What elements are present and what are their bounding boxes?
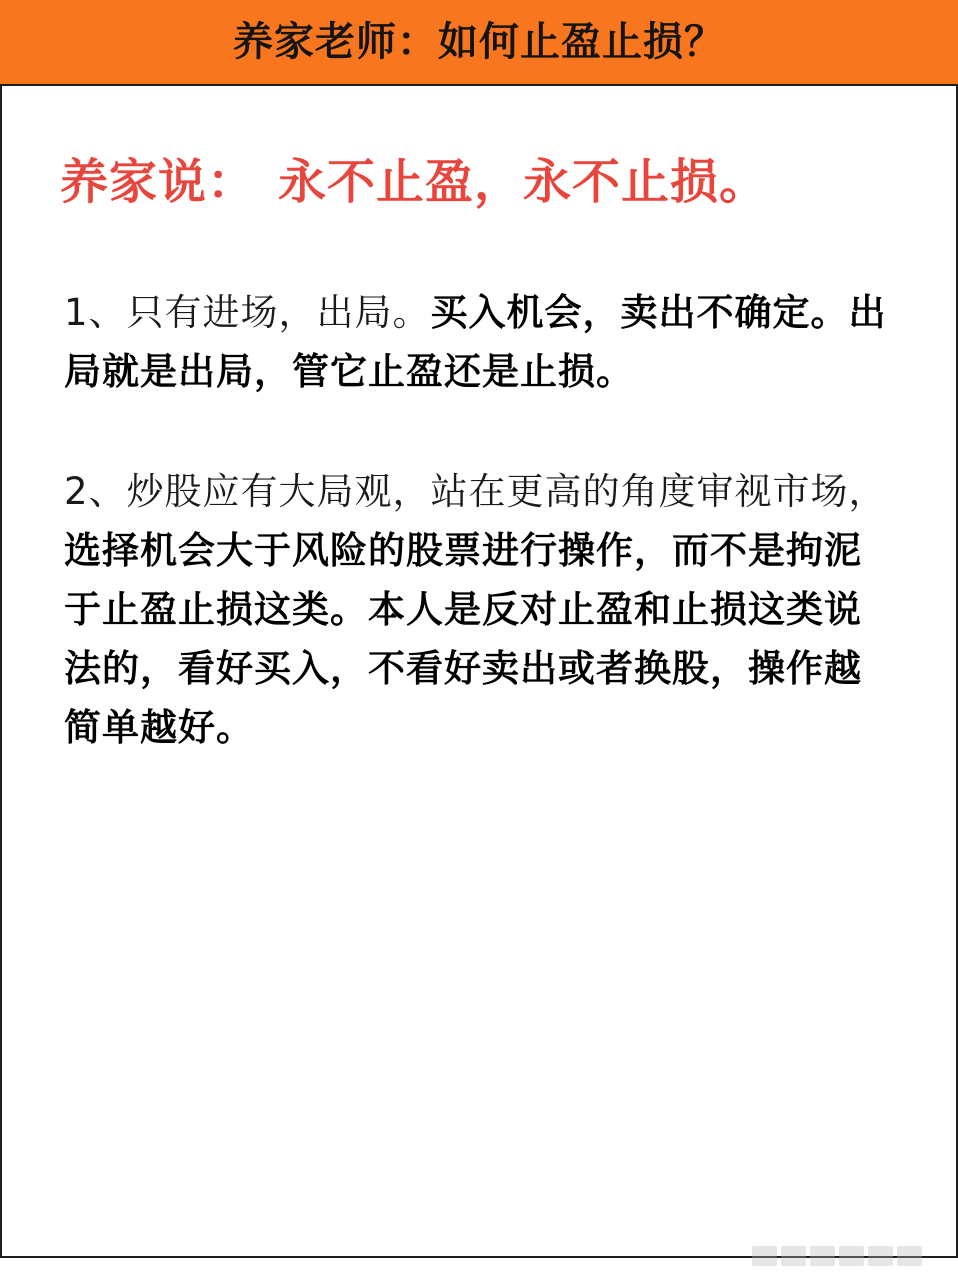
headline (60, 152, 768, 212)
paragraph-1-plain: 只有进场，出局。 (126, 291, 431, 334)
watermark-block (781, 1246, 806, 1266)
paragraph-2-plain: 炒股应有大局观，站在更高的角度审视市场， (126, 470, 887, 513)
watermark-block (868, 1246, 893, 1266)
page-title: 养家老师：如何止盈止损？ (233, 19, 725, 65)
paragraph-1-number: 1、 (64, 291, 127, 334)
paragraph-1 (64, 283, 894, 401)
paragraph-2-bold: 选择机会大于风险的股票进行操作，而不是拘泥于止盈止损这类。本人是反对止盈和止损这类说法的，看好买入，不看好卖出或者换股，操作越简单越好。 (64, 529, 862, 749)
headline-quote: 永不止盈，永不止损。 (278, 154, 769, 210)
watermark-block (810, 1246, 835, 1266)
headline-speaker: 养家说： (60, 154, 257, 210)
watermark-logo (752, 1246, 922, 1266)
watermark-block (752, 1246, 777, 1266)
paragraph-1-bold: 买入机会，卖出不确定。出局就是出局，管它止盈还是止损。 (64, 291, 887, 393)
paragraph-2-number: 2、 (64, 470, 127, 513)
header-bar (0, 0, 958, 84)
watermark-block (897, 1246, 922, 1266)
paragraph-2 (64, 462, 894, 757)
watermark-block (839, 1246, 864, 1266)
